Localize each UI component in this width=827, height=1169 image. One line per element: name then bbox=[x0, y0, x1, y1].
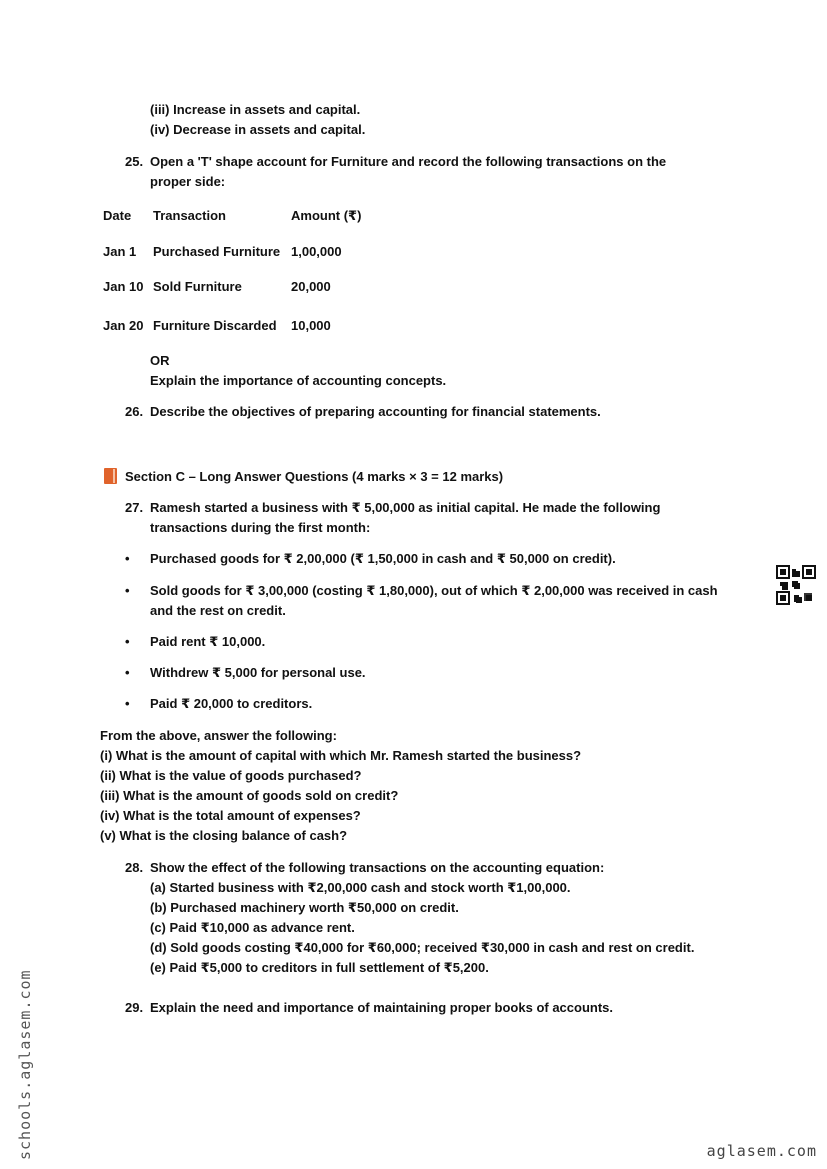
question-text: Explain the need and importance of maintaining proper books of accounts. bbox=[150, 1000, 614, 1015]
question-27 bbox=[125, 500, 660, 516]
cell-amount: 10,000 bbox=[291, 318, 331, 333]
transaction-table-header bbox=[0, 208, 827, 224]
sub-question: (v) What is the closing balance of cash? bbox=[100, 828, 348, 843]
list-item-continuation: and the rest on credit. bbox=[150, 603, 286, 618]
cell-amount: 1,00,000 bbox=[291, 244, 342, 259]
question-text: Describe the objectives of preparing accounting for financial statements. bbox=[150, 404, 601, 419]
question-25-alternative: Explain the importance of accounting concepts. bbox=[150, 373, 447, 388]
list-item-text: Withdrew ₹ 5,000 for personal use. bbox=[150, 665, 366, 680]
list-item-text: Paid rent ₹ 10,000. bbox=[150, 634, 266, 649]
question-number: 25. bbox=[125, 154, 144, 169]
cell-transaction: Furniture Discarded bbox=[153, 318, 277, 333]
bullet-glyph: • bbox=[125, 634, 130, 649]
cell-date: Jan 20 bbox=[103, 318, 144, 333]
question-number: 28. bbox=[125, 860, 144, 875]
or-label: OR bbox=[150, 353, 170, 368]
bullet-glyph: • bbox=[125, 696, 130, 711]
bullet-glyph: • bbox=[125, 665, 130, 680]
option-iii: (iii) Increase in assets and capital. bbox=[150, 102, 361, 117]
list-item-text: Purchased goods for ₹ 2,00,000 (₹ 1,50,000 in cash and ₹ 50,000 on credit). bbox=[150, 551, 616, 566]
sub-question: (i) What is the amount of capital with which Mr. Ramesh started the business? bbox=[100, 748, 582, 763]
list-item-text: Paid ₹ 20,000 to creditors. bbox=[150, 696, 313, 711]
question-25 bbox=[125, 154, 666, 169]
side-watermark: schools.aglasem.com bbox=[16, 969, 34, 1160]
table-row bbox=[0, 279, 827, 295]
question-text: Show the effect of the following transactions on the accounting equation: bbox=[150, 860, 605, 875]
qr-code-icon bbox=[776, 565, 816, 605]
question-text: Open a 'T' shape account for Furniture and record the following transactions on the bbox=[150, 154, 667, 169]
question-27-intro: From the above, answer the following: bbox=[100, 728, 337, 743]
question-28 bbox=[125, 860, 604, 875]
cell-date: Jan 10 bbox=[103, 279, 144, 294]
question-25-line2: proper side: bbox=[150, 174, 226, 189]
sub-item: (a) Started business with ₹2,00,000 cash and stock worth ₹1,00,000. bbox=[150, 880, 571, 895]
question-27-line2: transactions during the first month: bbox=[150, 520, 371, 535]
sub-item: (c) Paid ₹10,000 as advance rent. bbox=[150, 920, 355, 935]
sub-item: (b) Purchased machinery worth ₹50,000 on credit. bbox=[150, 900, 459, 915]
header-date: Date bbox=[103, 208, 132, 223]
book-icon bbox=[104, 468, 117, 484]
cell-transaction: Sold Furniture bbox=[153, 279, 242, 294]
question-26 bbox=[125, 404, 601, 419]
cell-date: Jan 1 bbox=[103, 244, 137, 259]
cell-transaction: Purchased Furniture bbox=[153, 244, 281, 259]
question-text: Ramesh started a business with ₹ 5,00,000 as initial capital. He made the following bbox=[150, 500, 661, 515]
option-iv: (iv) Decrease in assets and capital. bbox=[150, 122, 366, 137]
sub-question: (iii) What is the amount of goods sold on credit? bbox=[100, 788, 399, 803]
bullet-glyph: • bbox=[125, 583, 130, 598]
question-number: 29. bbox=[125, 1000, 144, 1015]
sub-item: (e) Paid ₹5,000 to creditors in full settlement of ₹5,200. bbox=[150, 960, 489, 975]
question-number: 26. bbox=[125, 404, 144, 419]
question-number: 27. bbox=[125, 500, 144, 515]
list-item-text: Sold goods for ₹ 3,00,000 (costing ₹ 1,80,000), out of which ₹ 2,00,000 was received in cash bbox=[150, 583, 718, 598]
bullet-glyph: • bbox=[125, 551, 130, 566]
header-transaction: Transaction bbox=[153, 208, 226, 223]
cell-amount: 20,000 bbox=[291, 279, 331, 294]
sub-question: (iv) What is the total amount of expenses? bbox=[100, 808, 361, 823]
section-c-title: Section C – Long Answer Questions (4 marks × 3 = 12 marks) bbox=[125, 469, 504, 484]
footer-watermark: aglasem.com bbox=[706, 1142, 817, 1160]
question-29 bbox=[125, 1000, 613, 1015]
sub-question: (ii) What is the value of goods purchased? bbox=[100, 768, 362, 783]
header-amount: Amount (₹) bbox=[291, 208, 362, 223]
table-row bbox=[0, 244, 827, 260]
sub-item: (d) Sold goods costing ₹40,000 for ₹60,000; received ₹30,000 in cash and rest on credit. bbox=[150, 940, 695, 955]
table-row bbox=[0, 318, 827, 334]
